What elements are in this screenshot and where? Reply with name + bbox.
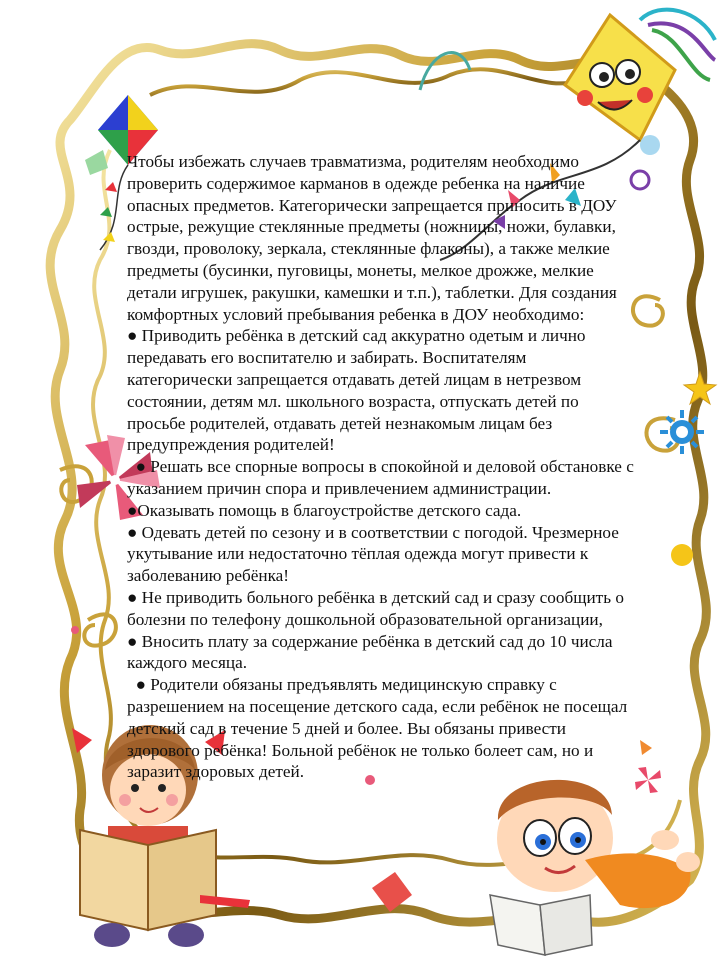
frame-top-curl — [150, 69, 580, 95]
text-line: проверить содержимое карманов в одежде ребенка на наличие — [127, 173, 585, 193]
text-line: укутывание или недостаточно тёплая одежда могут привести к — [127, 544, 589, 564]
text-line: ●Оказывать помощь в благоустройстве детского сада. — [127, 500, 522, 520]
text-line: детский сад в течение 5 дней и более. Вы обязаны привести — [127, 718, 566, 738]
text-line: категорически запрещается отдавать детей лицам в нетрезвом — [127, 369, 582, 389]
text-line: ● Одевать детей по сезону и в соответствии с погодой. Чрезмерное — [127, 522, 619, 542]
text-line: указанием причин спора и привлечением администрации. — [127, 478, 552, 498]
text-line: передавать его воспитателю и забирать. Воспитателям — [127, 348, 527, 368]
text-line: опасных предметов. Категорически запрещается приносить в ДОУ — [127, 195, 617, 215]
text-line: острые, режущие стеклянные предметы (ножницы, ножи, булавки, — [127, 217, 616, 237]
text-line: здорового ребёнка! Больной ребёнок не только болеет сам, но и — [127, 740, 594, 760]
text-line: заразит здоровых детей. — [127, 762, 305, 782]
text-line: просьбе родителей, отдавать детей незнакомым лицам без — [127, 413, 553, 433]
text-line: ● Родители обязаны предъявлять медицинскую справку с — [127, 675, 557, 695]
text-line: гвозди, проволоку, зеркала, стеклянные флаконы), а также мелкие — [127, 239, 610, 259]
text-line: ● Вносить плату за содержание ребёнка в детский сад до 10 числа — [127, 631, 613, 651]
text-line: Чтобы избежать случаев травматизма, родителям необходимо — [127, 152, 579, 171]
text-line: состоянии, детям мл. школьного возраста, отпускать детей по — [127, 391, 579, 411]
text-line: детали игрушек, ракушки, камешки и т.п.), таблетки. Для создания — [127, 282, 617, 302]
text-line: болезни по телефону дошкольной образовательной организации, — [127, 609, 603, 629]
text-line: комфортных условий пребывания ребенка в ДОУ необходимо: — [127, 304, 585, 324]
text-line: заболеванию ребёнка! — [127, 566, 290, 586]
text-line: ● Приводить ребёнка в детский сад аккуратно одетым и лично — [127, 326, 586, 346]
text-line: предупреждения родителей! — [127, 435, 335, 455]
document-body — [127, 151, 693, 783]
text-line: разрешением на посещение детского сада, если ребёнок не посещал — [127, 696, 628, 716]
boy-reading-icon — [490, 780, 700, 955]
text-line: ● Не приводить больного ребёнка в детский сад и сразу сообщить о — [127, 587, 624, 607]
text-line: каждого месяца. — [127, 653, 248, 673]
text-line: ● Решать все спорные вопросы в спокойной и деловой обстановке с — [127, 457, 634, 477]
text-line: предметы (бусинки, пуговицы, монеты, мелкое дрожже, мелкие — [127, 260, 594, 280]
